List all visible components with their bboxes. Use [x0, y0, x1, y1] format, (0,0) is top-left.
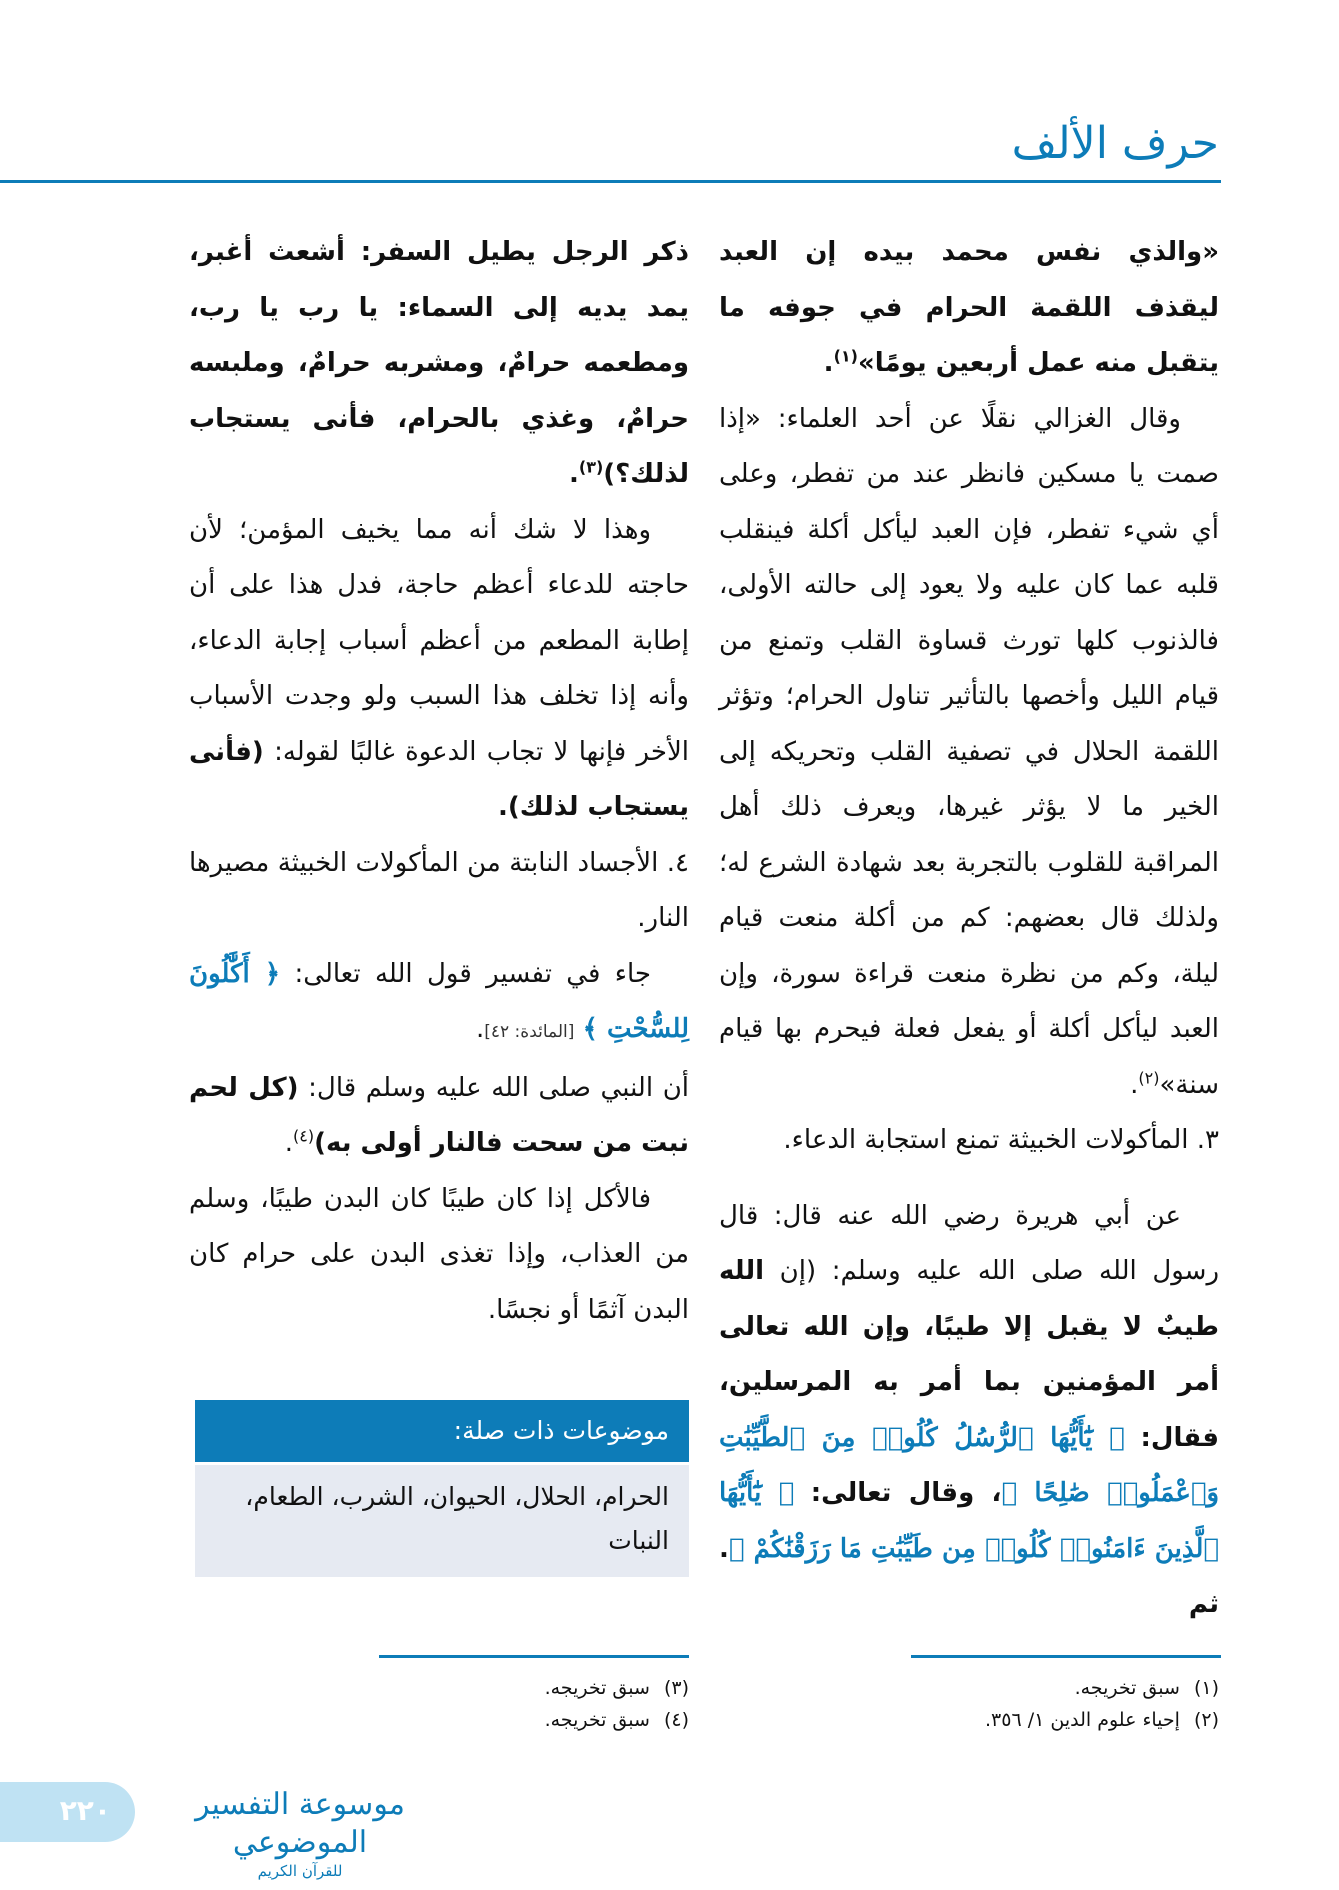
- commentary-text: وهذا لا شك أنه مما يخيف المؤمن؛ لأن حاجته للدعاء أعظم حاجة، فدل هذا على أن إطابة المطعم من أعظم أسباب إجابة الدعاء، وأنه إذا تخلف هذا السبب ولو وجدت الأسباب الأخر فإنها لا تجاب الدعوة غالبًا لقوله:: [189, 514, 690, 767]
- conclusion-paragraph: فالأكل إذا كان طيبًا كان البدن طيبًا، وسلم من العذاب، وإذا تغذى البدن على حرام كان البدن آثمًا أو نجسًا.: [189, 1183, 689, 1325]
- encyclopedia-logo: [180, 1786, 420, 1880]
- section-heading-3: ٣. المأكولات الخبيثة تمنع استجابة الدعاء.: [783, 1125, 1219, 1155]
- footnote-text: سبق تخريجه.: [544, 1677, 650, 1699]
- hadith-intro: عن أبي هريرة رضي الله عنه قال: قال رسول الله صلى الله عليه وسلم: (إن: [719, 1200, 1219, 1286]
- tafsir-paragraph: جاء في تفسير قول الله تعالى: ﴿ أَكَّٰلُونَ لِلسُّحْتِ ﴾ [المائدة: ٤٢].: [189, 958, 689, 1044]
- related-topics-list[interactable]: الحرام، الحلال، الحيوان، الشرب، الطعام، النبات: [195, 1462, 689, 1577]
- right-column: [719, 225, 1219, 1633]
- footnote-number: (٢): [1193, 1709, 1219, 1731]
- continuation-word: . ثم: [719, 1533, 1219, 1619]
- hadith-continuation: ذكر الرجل يطيل السفر: أشعث أغبر، يمد يديه إلى السماء: يا رب يا رب، ومطعمه حرامٌ، ومشربه حرامٌ، وملبسه حرامٌ، وغذي بالحرام، فأنى يستجاب لذلك؟)$^{(٣)}$.: [189, 237, 689, 489]
- footnote-number: (٤): [663, 1709, 689, 1731]
- prophet-saying-intro: أن النبي صلى الله عليه وسلم قال:: [308, 1072, 690, 1103]
- page-number-badge: [0, 1782, 135, 1842]
- logo-title: موسوعة التفسير الموضوعي: [195, 1787, 405, 1860]
- footnote-divider-left: [379, 1655, 689, 1658]
- verse-connector: ، وقال تعالى:: [810, 1478, 1002, 1508]
- footnote-ref-2[interactable]: (٢): [1138, 1067, 1160, 1087]
- footnote-ref-3[interactable]: (٣): [578, 457, 604, 477]
- hadith-paragraph: «والذي نفس محمد بيده إن العبد ليقذف اللقمة الحرام في جوفه ما يتقبل منه عمل أربعين يومًا»$^{(١)}$.: [719, 237, 1219, 378]
- footnote-ref-1[interactable]: (١): [833, 346, 858, 366]
- prophet-saying-text: (كل لحم نبت من سحت فالنار أولى به): [189, 1072, 689, 1158]
- quoted-phrase: (فأنى يستجاب لذلك).: [189, 736, 689, 822]
- footnote-number: (١): [1193, 1677, 1219, 1699]
- footnote-text: إحياء علوم الدين ١/ ٣٥٦.: [984, 1709, 1180, 1731]
- hadith-continuation-text: ذكر الرجل يطيل السفر: أشعث أغبر، يمد يديه إلى السماء: يا رب يا رب، ومطعمه حرامٌ، ومشربه حرامٌ، وملبسه حرامٌ، وغذي بالحرام، فأنى يستجاب لذلك؟): [189, 237, 689, 489]
- surah-reference: [المائدة: ٤٢]: [484, 1022, 575, 1042]
- footnote-text: سبق تخريجه.: [544, 1709, 650, 1731]
- related-topics-box: [195, 1400, 689, 1577]
- logo-subtitle: للقرآن الكريم: [257, 1862, 343, 1880]
- tafsir-intro: جاء في تفسير قول الله تعالى:: [294, 958, 652, 989]
- footnote-text: سبق تخريجه.: [1074, 1677, 1180, 1699]
- hadith-text: «والذي نفس محمد بيده إن العبد ليقذف اللقمة الحرام في جوفه ما يتقبل منه عمل أربعين يومًا»: [719, 237, 1219, 378]
- prophet-saying-paragraph: أن النبي صلى الله عليه وسلم قال: (كل لحم نبت من سحت فالنار أولى به)$^{(٤)}$.: [189, 1072, 690, 1158]
- spacer: [719, 1169, 1219, 1189]
- section-heading-4: ٤. الأجساد النابتة من المأكولات الخبيثة مصيرها النار.: [189, 847, 689, 933]
- footnote-divider-right: [911, 1655, 1221, 1658]
- page-number: ٢٢٠: [59, 1794, 111, 1827]
- header-divider: [0, 180, 1221, 183]
- footnote-1: [985, 1672, 1219, 1704]
- quran-verse-1: ﴿ يَٰٓأَيُّهَا ٱلرُّسُلُ كُلُوا۟ مِنَ ٱلطَّيِّبَٰتِ وَٱعْمَلُوا۟ صَٰلِحًا ﴾: [719, 1422, 1220, 1508]
- chapter-title: حرف الألف: [1011, 118, 1219, 169]
- footnotes-right: [985, 1672, 1219, 1736]
- footnote-3: [545, 1672, 689, 1704]
- ghazali-text: وقال الغزالي نقلًا عن أحد العلماء: «إذا صمت يا مسكين فانظر عند من تفطر، وعلى أي شيء تفطر، فإن العبد ليأكل أكلة فينقلب قلبه عما كان عليه ولا يعود إلى حالته الأولى، فالذنوب كلها تورث قساوة القلب وتمنع من قيام الليل وأخصها بالتأثير تناول الحرام؛ وتؤثر اللقمة الحلال في تصفية القلب وتحريكه إلى الخير ما لا يؤثر غيرها، ويعرف ذلك أهل المراقبة للقلوب بالتجربة بعد شهادة الشرع له؛ ولذلك قال بعضهم: كم من أكلة منعت قيام ليلة، وكم من نظرة منعت قراءة سورة، وإن العبد ليأكل أكلة أو يفعل فعلة فيحرم بها قيام سنة»: [719, 403, 1219, 1100]
- footnote-number: (٣): [663, 1677, 689, 1699]
- related-topics-title: موضوعات ذات صلة:: [195, 1400, 689, 1462]
- footnotes-left: [545, 1672, 689, 1736]
- quran-verse-3: ﴿ أَكَّٰلُونَ لِلسُّحْتِ ﴾: [189, 958, 689, 1044]
- quran-verse-2: ﴿ يَٰٓأَيُّهَا ٱلَّذِينَ ءَامَنُوا۟ كُلُوا۟ مِن طَيِّبَٰتِ مَا رَزَقْنَٰكُمْ ﴾: [719, 1478, 1219, 1564]
- ghazali-paragraph: وقال الغزالي نقلًا عن أحد العلماء: «إذا صمت يا مسكين فانظر عند من تفطر، وعلى أي شيء تفطر، فإن العبد ليأكل أكلة فينقلب قلبه عما كان عليه ولا يعود إلى حالته الأولى، فالذنوب كلها تورث قساوة القلب وتمنع من قيام الليل وأخصها بالتأثير تناول الحرام؛ وتؤثر اللقمة الحلال في تصفية القلب وتحريكه إلى الخير ما لا يؤثر غيرها، ويعرف ذلك أهل المراقبة للقلوب بالتجربة بعد شهادة الشرع له؛ ولذلك قال بعضهم: كم من أكلة منعت قيام ليلة، وكم من نظرة منعت قراءة سورة، وإن العبد ليأكل أكلة أو يفعل فعلة فيحرم بها قيام سنة»$^{(٢)}$.: [719, 403, 1219, 1100]
- footnote-2: [985, 1704, 1219, 1736]
- hadith-bold-text: الله طيبٌ لا يقبل إلا طيبًا، وإن الله تعالى أمر المؤمنين بما أمر به المرسلين، فقال:: [719, 1256, 1219, 1453]
- left-column: [189, 225, 689, 1338]
- abu-hurayra-paragraph: [719, 1189, 1219, 1633]
- footnote-4: [545, 1704, 689, 1736]
- commentary-paragraph: [189, 503, 689, 836]
- footnote-ref-4[interactable]: (٤): [292, 1126, 315, 1146]
